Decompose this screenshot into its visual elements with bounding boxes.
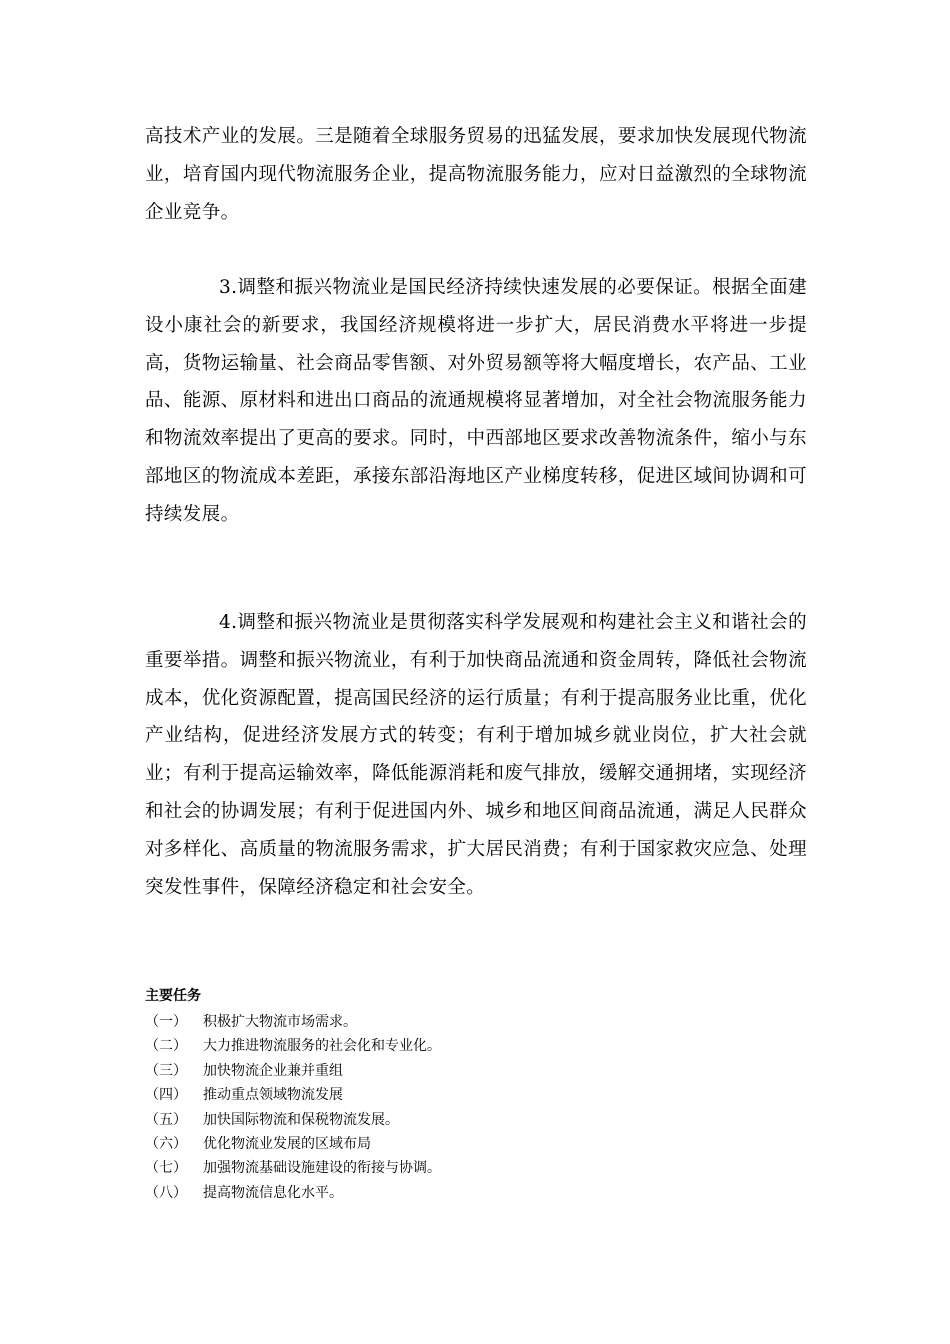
task-number: （二） <box>145 1038 187 1055</box>
task-number: （五） <box>145 1111 187 1128</box>
list-item <box>145 1108 441 1132</box>
task-number: （四） <box>145 1087 187 1104</box>
body-paragraph <box>145 269 807 534</box>
task-text: 加快国际物流和保税物流发展。 <box>203 1111 399 1128</box>
task-text: 优化物流业发展的区域布局 <box>203 1136 371 1153</box>
list-item <box>145 1083 441 1107</box>
body-paragraph <box>145 604 807 906</box>
tasks-heading: 主要任务 <box>145 988 201 1004</box>
task-text: 提高物流信息化水平。 <box>203 1184 343 1201</box>
task-number: （一） <box>145 1014 187 1030</box>
paragraph-text: 3.调整和振兴物流业是国民经济持续快速发展的必要保证。根据全面建设小康社会的新要求，我国经济规模将进一步扩大，居民消费水平将进一步提高，货物运输量、社会商品零售额、对外贸易额等将大幅度增长，农产品、工业品、能源、原材料和进出口商品的流通规模将显著增加，对全社会物流服务能力和物流效率提出了更高的要求。同时，中西部地区要求改善物流条件，缩小与东部地区的物流成本差距，承接东部沿海地区产业梯度转移，促进区域间协调和可持续发展。 <box>145 277 807 525</box>
list-item <box>145 1181 441 1205</box>
task-text: 加快物流企业兼并重组 <box>203 1062 343 1079</box>
task-text: 大力推进物流服务的社会化和专业化。 <box>203 1038 441 1055</box>
task-text: 推动重点领域物流发展 <box>203 1087 343 1104</box>
paragraph-text: 4.调整和振兴物流业是贯彻落实科学发展观和构建社会主义和谐社会的重要举措。调整和振兴物流业，有利于加快商品流通和资金周转，降低社会物流成本，优化资源配置，提高国民经济的运行质量；有利于提高服务业比重，优化产业结构，促进经济发展方式的转变；有利于增加城乡就业岗位，扩大社会就业；有利于提高运输效率，降低能源消耗和废气排放，缓解交通拥堵，实现经济和社会的协调发展；有利于促进国内外、城乡和地区间商品流通，满足人民群众对多样化、高质量的物流服务需求，扩大居民消费；有利于国家救灾应急、处理突发性事件，保障经济稳定和社会安全。 <box>145 612 807 898</box>
task-number: （六） <box>145 1136 187 1153</box>
list-item <box>145 1010 441 1034</box>
task-number: （八） <box>145 1184 187 1201</box>
task-number: （三） <box>145 1062 187 1079</box>
task-text: 积极扩大物流市场需求。 <box>203 1014 357 1030</box>
task-number: （七） <box>145 1160 187 1177</box>
body-paragraph: 高技术产业的发展。三是随着全球服务贸易的迅猛发展，要求加快发展现代物流业，培育国内现代物流服务企业，提高物流服务能力，应对日益激烈的全球物流企业竞争。 <box>145 126 807 223</box>
list-item <box>145 1034 441 1058</box>
list-item <box>145 1132 441 1156</box>
list-item <box>145 1059 441 1083</box>
task-list <box>145 1010 441 1205</box>
list-item <box>145 1156 441 1180</box>
task-text: 加强物流基础设施建设的衔接与协调。 <box>203 1160 441 1177</box>
